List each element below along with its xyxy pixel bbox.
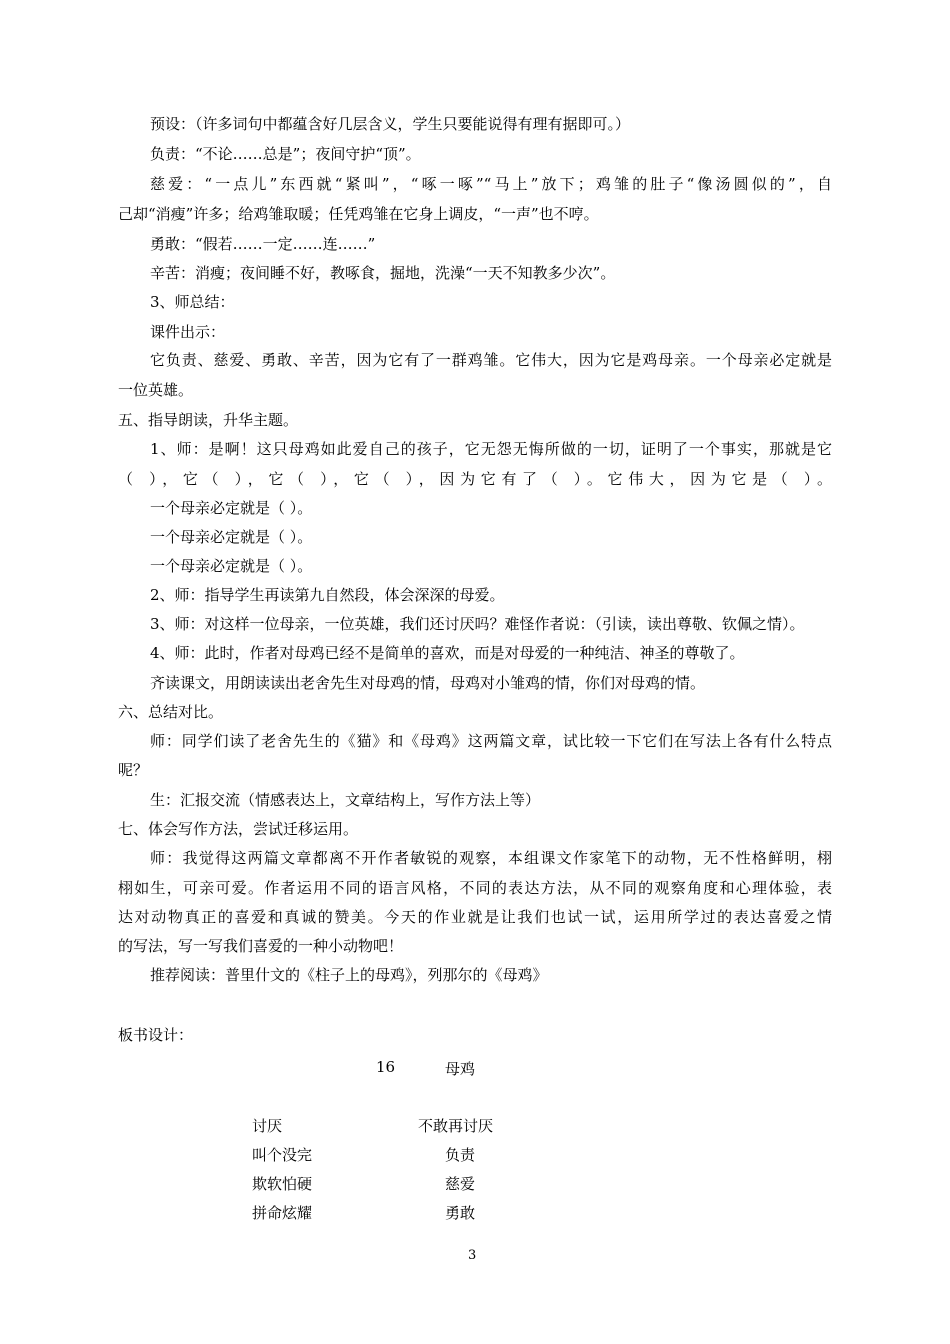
paragraph: 己却“消瘦”许多；给鸡雏取暖；任凭鸡雏在它身上调皮，“一声”也不哼。	[118, 205, 599, 223]
paragraph: 1、师：是啊！这只母鸡如此爱自己的孩子，它无怨无悔所做的一切，证明了一个事实，那就是它	[150, 440, 832, 458]
board-design-heading: 板书设计：	[118, 1026, 194, 1044]
paragraph: 辛苦：消瘦；夜间睡不好，教啄食，掘地，洗澡“一天不知教多少次”。	[150, 264, 616, 282]
paragraph: 一个母亲必定就是（ ）。	[150, 557, 313, 575]
paragraph: 推荐阅读：普里什文的《柱子上的母鸡》，列那尔的《母鸡》	[150, 966, 548, 984]
paragraph: 齐读课文，用朗读读出老舍先生对母鸡的情，母鸡对小雏鸡的情，你们对母鸡的情。	[150, 674, 706, 692]
paragraph: 慈爱：“一点儿”东西就“紧叫”，“啄一啄”“马上”放下；鸡雏的肚子“像汤圆似的”，自	[150, 175, 832, 193]
board-left-item: 拼命炫耀	[252, 1204, 313, 1222]
paragraph: 师：我觉得这两篇文章都离不开作者敏锐的观察，本组课文作家笔下的动物，无不性格鲜明，栩	[150, 849, 832, 867]
board-right-item: 勇敢	[445, 1204, 476, 1222]
board-left-item: 讨厌	[252, 1117, 283, 1135]
section-heading: 七、体会写作方法，尝试迁移运用。	[118, 820, 359, 838]
paragraph: 课件出示：	[150, 323, 226, 341]
board-left-item: 叫个没完	[252, 1146, 313, 1164]
board-right-item: 不敢再讨厌	[418, 1117, 494, 1135]
paragraph: 呢？	[118, 761, 149, 779]
board-lesson-number: 16	[376, 1058, 396, 1076]
board-right-item: 负责	[445, 1146, 476, 1164]
paragraph: 3、师总结：	[150, 293, 235, 311]
paragraph: 一个母亲必定就是（ ）。	[150, 499, 313, 517]
paragraph: 一个母亲必定就是（ ）。	[150, 528, 313, 546]
paragraph: 4、师：此时，作者对母鸡已经不是简单的喜欢，而是对母爱的一种纯洁、神圣的尊敬了。	[150, 644, 745, 662]
paragraph: 负责：“不论……总是”；夜间守护“顶”。	[150, 145, 421, 163]
board-right-item: 慈爱	[445, 1175, 476, 1193]
page-number: 3	[468, 1248, 477, 1263]
section-heading: 五、指导朗读，升华主题。	[118, 411, 299, 429]
paragraph: 一位英雄。	[118, 381, 194, 399]
paragraph: 栩如生，可亲可爱。作者运用不同的语言风格，不同的表达方法，从不同的观察角度和心理体验，表	[118, 879, 832, 897]
paragraph: 师：同学们读了老舍先生的《猫》和《母鸡》这两篇文章，试比较一下它们在写法上各有什么特点	[150, 732, 832, 750]
paragraph: （ ），它（ ），它（ ），它（ ），因为它有了（ ）。它伟大，因为它是（ ）。	[118, 470, 832, 488]
board-left-item: 欺软怕硬	[252, 1175, 313, 1193]
paragraph: 生：汇报交流（情感表达上，文章结构上，写作方法上等）	[150, 791, 541, 809]
paragraph: 2、师：指导学生再读第九自然段，体会深深的母爱。	[150, 586, 505, 604]
paragraph: 的写法，写一写我们喜爱的一种小动物吧！	[118, 937, 404, 955]
section-heading: 六、总结对比。	[118, 703, 224, 721]
paragraph: 勇敢：“假若……一定……连……”	[150, 235, 376, 253]
board-lesson-title: 母鸡	[445, 1060, 476, 1078]
paragraph: 3、师：对这样一位母亲，一位英雄，我们还讨厌吗？难怪作者说：（引读，读出尊敬、钦佩之情）。	[150, 615, 805, 633]
paragraph: 预设：（许多词句中都蕴含好几层含义，学生只要能说得有理有据即可。）	[150, 115, 631, 133]
paragraph: 达对动物真正的喜爱和真诚的赞美。今天的作业就是让我们也试一试，运用所学过的表达喜爱之情	[118, 908, 832, 926]
paragraph: 它负责、慈爱、勇敢、辛苦，因为它有了一群鸡雏。它伟大，因为它是鸡母亲。一个母亲必定就是	[150, 351, 832, 369]
